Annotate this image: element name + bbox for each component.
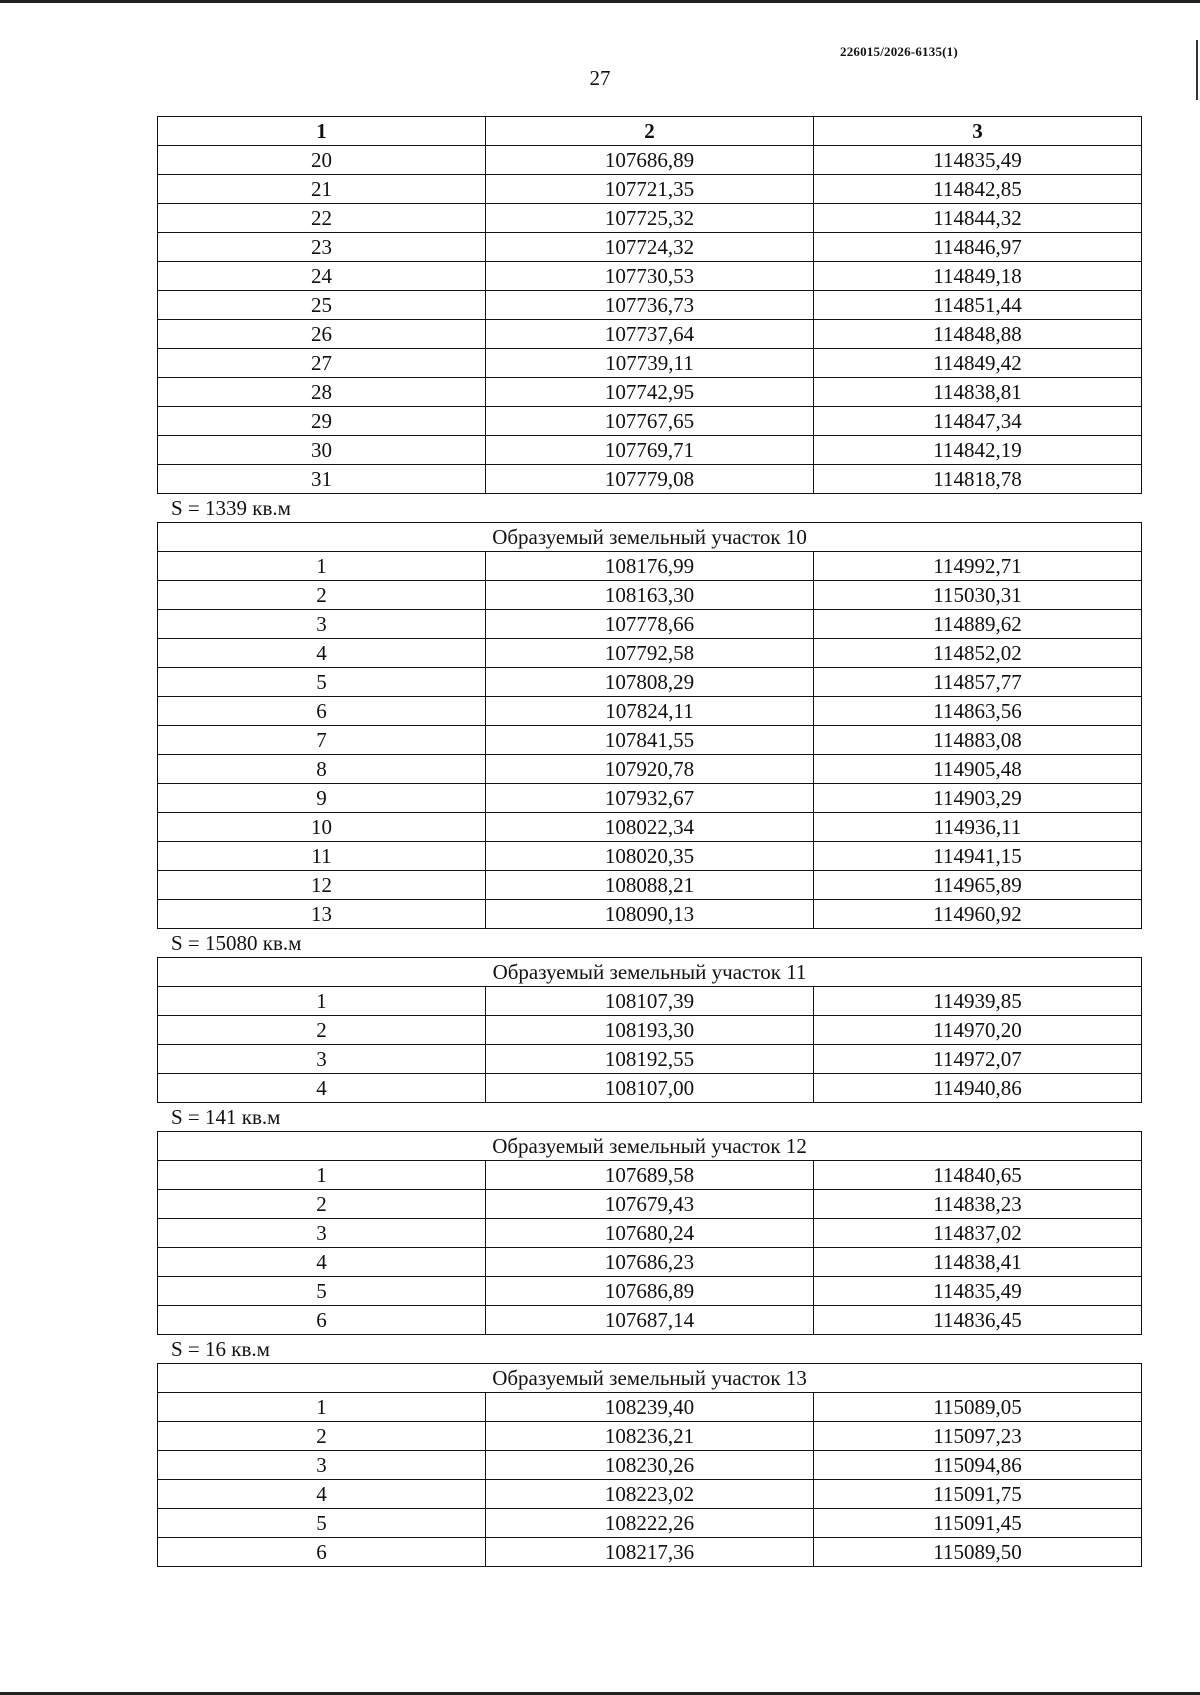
- table-row: [158, 1422, 1142, 1451]
- table-cell: 115094,86: [814, 1451, 1142, 1480]
- coordinates-content: [157, 116, 1141, 1567]
- plot-coordinates-table: [157, 1131, 1142, 1335]
- table-cell: 107736,73: [486, 291, 814, 320]
- plots-container: [157, 522, 1141, 1567]
- table-cell: 107742,95: [486, 378, 814, 407]
- plot-title: Образуемый земельный участок 12: [158, 1132, 1142, 1161]
- header-cell: 2: [486, 117, 814, 146]
- table-cell: 114840,65: [814, 1161, 1142, 1190]
- table-cell: 108192,55: [486, 1045, 814, 1074]
- table-cell: 107725,32: [486, 204, 814, 233]
- table-cell: 108230,26: [486, 1451, 814, 1480]
- table-cell: 114852,02: [814, 639, 1142, 668]
- table-row: [158, 668, 1142, 697]
- header-cell: 3: [814, 117, 1142, 146]
- table-cell: 29: [158, 407, 486, 436]
- table-cell: 114847,34: [814, 407, 1142, 436]
- table-cell: 5: [158, 668, 486, 697]
- table-cell: 107767,65: [486, 407, 814, 436]
- table-cell: 11: [158, 842, 486, 871]
- table-cell: 114941,15: [814, 842, 1142, 871]
- table-cell: 107687,14: [486, 1306, 814, 1335]
- header-cell: 1: [158, 117, 486, 146]
- table-cell: 114939,85: [814, 987, 1142, 1016]
- table-cell: 4: [158, 1074, 486, 1103]
- table-cell: 107778,66: [486, 610, 814, 639]
- table-cell: 12: [158, 871, 486, 900]
- table-cell: 3: [158, 1219, 486, 1248]
- table-row: [158, 1016, 1142, 1045]
- table-cell: 108239,40: [486, 1393, 814, 1422]
- area-label: S = 15080 кв.м: [171, 931, 302, 955]
- coordinates-table-first: [157, 116, 1142, 494]
- page-number: 27: [589, 66, 611, 90]
- table-cell: 108236,21: [486, 1422, 814, 1451]
- table-cell: 108163,30: [486, 581, 814, 610]
- table-cell: 114905,48: [814, 755, 1142, 784]
- table-row: [158, 610, 1142, 639]
- table-cell: 114838,23: [814, 1190, 1142, 1219]
- table-cell: 8: [158, 755, 486, 784]
- table-cell: 2: [158, 1422, 486, 1451]
- table-cell: 107724,32: [486, 233, 814, 262]
- table-cell: 3: [158, 1451, 486, 1480]
- first-block-body: [158, 146, 1142, 494]
- table-row: [158, 204, 1142, 233]
- plot-title-row: [158, 1132, 1142, 1161]
- table-row: [158, 146, 1142, 175]
- table-cell: 24: [158, 262, 486, 291]
- table-cell: 114992,71: [814, 552, 1142, 581]
- table-cell: 114965,89: [814, 871, 1142, 900]
- table-cell: 107686,23: [486, 1248, 814, 1277]
- table-cell: 25: [158, 291, 486, 320]
- table-row: [158, 697, 1142, 726]
- table-row: [158, 784, 1142, 813]
- table-row: [158, 233, 1142, 262]
- table-row: [158, 1393, 1142, 1422]
- scan-border-right: [1196, 40, 1198, 100]
- plot-title: Образуемый земельный участок 11: [158, 958, 1142, 987]
- table-row: [158, 1538, 1142, 1567]
- table-cell: 114848,88: [814, 320, 1142, 349]
- table-cell: 1: [158, 1393, 486, 1422]
- table-cell: 107737,64: [486, 320, 814, 349]
- table-cell: 108222,26: [486, 1509, 814, 1538]
- table-cell: 3: [158, 610, 486, 639]
- table-cell: 107824,11: [486, 697, 814, 726]
- table-cell: 6: [158, 697, 486, 726]
- table-cell: 23: [158, 233, 486, 262]
- table-cell: 108022,34: [486, 813, 814, 842]
- table-cell: 107730,53: [486, 262, 814, 291]
- table-cell: 107920,78: [486, 755, 814, 784]
- table-cell: 10: [158, 813, 486, 842]
- table-row: [158, 552, 1142, 581]
- table-cell: 114889,62: [814, 610, 1142, 639]
- table-header-row: [158, 117, 1142, 146]
- table-row: [158, 1190, 1142, 1219]
- table-row: [158, 581, 1142, 610]
- table-row: [158, 1219, 1142, 1248]
- table-row: [158, 1074, 1142, 1103]
- table-cell: 20: [158, 146, 486, 175]
- table-cell: 108193,30: [486, 1016, 814, 1045]
- table-cell: 108107,39: [486, 987, 814, 1016]
- table-cell: 115097,23: [814, 1422, 1142, 1451]
- table-cell: 27: [158, 349, 486, 378]
- plot-title-row: [158, 523, 1142, 552]
- area-label: S = 1339 кв.м: [171, 496, 291, 520]
- table-cell: 107679,43: [486, 1190, 814, 1219]
- table-cell: 5: [158, 1509, 486, 1538]
- table-cell: 108223,02: [486, 1480, 814, 1509]
- table-cell: 2: [158, 581, 486, 610]
- document-reference: 226015/2026-6135(1): [840, 44, 958, 59]
- plot-title: Образуемый земельный участок 10: [158, 523, 1142, 552]
- table-cell: 1: [158, 1161, 486, 1190]
- table-cell: 114835,49: [814, 1277, 1142, 1306]
- area-label: S = 141 кв.м: [171, 1105, 281, 1129]
- table-cell: 107721,35: [486, 175, 814, 204]
- table-cell: 4: [158, 639, 486, 668]
- table-cell: 114842,19: [814, 436, 1142, 465]
- table-cell: 5: [158, 1277, 486, 1306]
- table-cell: 107779,08: [486, 465, 814, 494]
- table-cell: 114940,86: [814, 1074, 1142, 1103]
- table-row: [158, 1277, 1142, 1306]
- table-cell: 13: [158, 900, 486, 929]
- table-cell: 114936,11: [814, 813, 1142, 842]
- table-cell: 1: [158, 987, 486, 1016]
- table-cell: 22: [158, 204, 486, 233]
- table-cell: 107686,89: [486, 1277, 814, 1306]
- table-cell: 7: [158, 726, 486, 755]
- table-cell: 114857,77: [814, 668, 1142, 697]
- table-cell: 108107,00: [486, 1074, 814, 1103]
- table-cell: 115091,45: [814, 1509, 1142, 1538]
- plot-coordinates-table: [157, 957, 1142, 1103]
- table-cell: 4: [158, 1248, 486, 1277]
- table-row: [158, 1306, 1142, 1335]
- table-row: [158, 987, 1142, 1016]
- table-cell: 114851,44: [814, 291, 1142, 320]
- table-cell: 107932,67: [486, 784, 814, 813]
- table-cell: 108020,35: [486, 842, 814, 871]
- table-row: [158, 842, 1142, 871]
- table-cell: 115030,31: [814, 581, 1142, 610]
- table-cell: 107739,11: [486, 349, 814, 378]
- table-cell: 114835,49: [814, 146, 1142, 175]
- table-row: [158, 378, 1142, 407]
- table-row: [158, 1248, 1142, 1277]
- table-row: [158, 1161, 1142, 1190]
- table-row: [158, 407, 1142, 436]
- area-label: S = 16 кв.м: [171, 1337, 270, 1361]
- table-row: [158, 436, 1142, 465]
- table-row: [158, 1480, 1142, 1509]
- table-cell: 107792,58: [486, 639, 814, 668]
- table-cell: 107841,55: [486, 726, 814, 755]
- table-row: [158, 320, 1142, 349]
- plot-title: Образуемый земельный участок 13: [158, 1364, 1142, 1393]
- table-cell: 114846,97: [814, 233, 1142, 262]
- table-cell: 114863,56: [814, 697, 1142, 726]
- scan-border-top: [0, 0, 1200, 3]
- table-cell: 114837,02: [814, 1219, 1142, 1248]
- table-row: [158, 726, 1142, 755]
- table-row: [158, 349, 1142, 378]
- table-cell: 114883,08: [814, 726, 1142, 755]
- table-row: [158, 1045, 1142, 1074]
- table-cell: 107680,24: [486, 1219, 814, 1248]
- table-cell: 114842,85: [814, 175, 1142, 204]
- table-cell: 107686,89: [486, 146, 814, 175]
- table-cell: 108217,36: [486, 1538, 814, 1567]
- table-row: [158, 291, 1142, 320]
- table-row: [158, 262, 1142, 291]
- table-cell: 114849,18: [814, 262, 1142, 291]
- table-cell: 28: [158, 378, 486, 407]
- table-row: [158, 871, 1142, 900]
- table-cell: 114838,81: [814, 378, 1142, 407]
- table-cell: 31: [158, 465, 486, 494]
- table-row: [158, 639, 1142, 668]
- table-row: [158, 1509, 1142, 1538]
- table-cell: 107808,29: [486, 668, 814, 697]
- table-row: [158, 1451, 1142, 1480]
- table-cell: 114836,45: [814, 1306, 1142, 1335]
- table-cell: 4: [158, 1480, 486, 1509]
- table-row: [158, 465, 1142, 494]
- table-cell: 1: [158, 552, 486, 581]
- plot-coordinates-table: [157, 1363, 1142, 1567]
- table-cell: 108090,13: [486, 900, 814, 929]
- table-cell: 114970,20: [814, 1016, 1142, 1045]
- table-cell: 114844,32: [814, 204, 1142, 233]
- table-cell: 114972,07: [814, 1045, 1142, 1074]
- table-cell: 6: [158, 1306, 486, 1335]
- table-cell: 6: [158, 1538, 486, 1567]
- table-cell: 2: [158, 1190, 486, 1219]
- plot-title-row: [158, 1364, 1142, 1393]
- table-row: [158, 813, 1142, 842]
- table-cell: 115089,05: [814, 1393, 1142, 1422]
- plot-title-row: [158, 958, 1142, 987]
- table-cell: 108176,99: [486, 552, 814, 581]
- table-cell: 114960,92: [814, 900, 1142, 929]
- table-cell: 114838,41: [814, 1248, 1142, 1277]
- table-cell: 108088,21: [486, 871, 814, 900]
- table-cell: 2: [158, 1016, 486, 1045]
- table-cell: 3: [158, 1045, 486, 1074]
- table-cell: 9: [158, 784, 486, 813]
- table-row: [158, 175, 1142, 204]
- table-cell: 115091,75: [814, 1480, 1142, 1509]
- table-cell: 26: [158, 320, 486, 349]
- table-cell: 115089,50: [814, 1538, 1142, 1567]
- table-cell: 114818,78: [814, 465, 1142, 494]
- table-cell: 21: [158, 175, 486, 204]
- table-cell: 107769,71: [486, 436, 814, 465]
- table-cell: 107689,58: [486, 1161, 814, 1190]
- table-cell: 30: [158, 436, 486, 465]
- table-cell: 114903,29: [814, 784, 1142, 813]
- table-row: [158, 900, 1142, 929]
- plot-coordinates-table: [157, 522, 1142, 929]
- table-row: [158, 755, 1142, 784]
- table-cell: 114849,42: [814, 349, 1142, 378]
